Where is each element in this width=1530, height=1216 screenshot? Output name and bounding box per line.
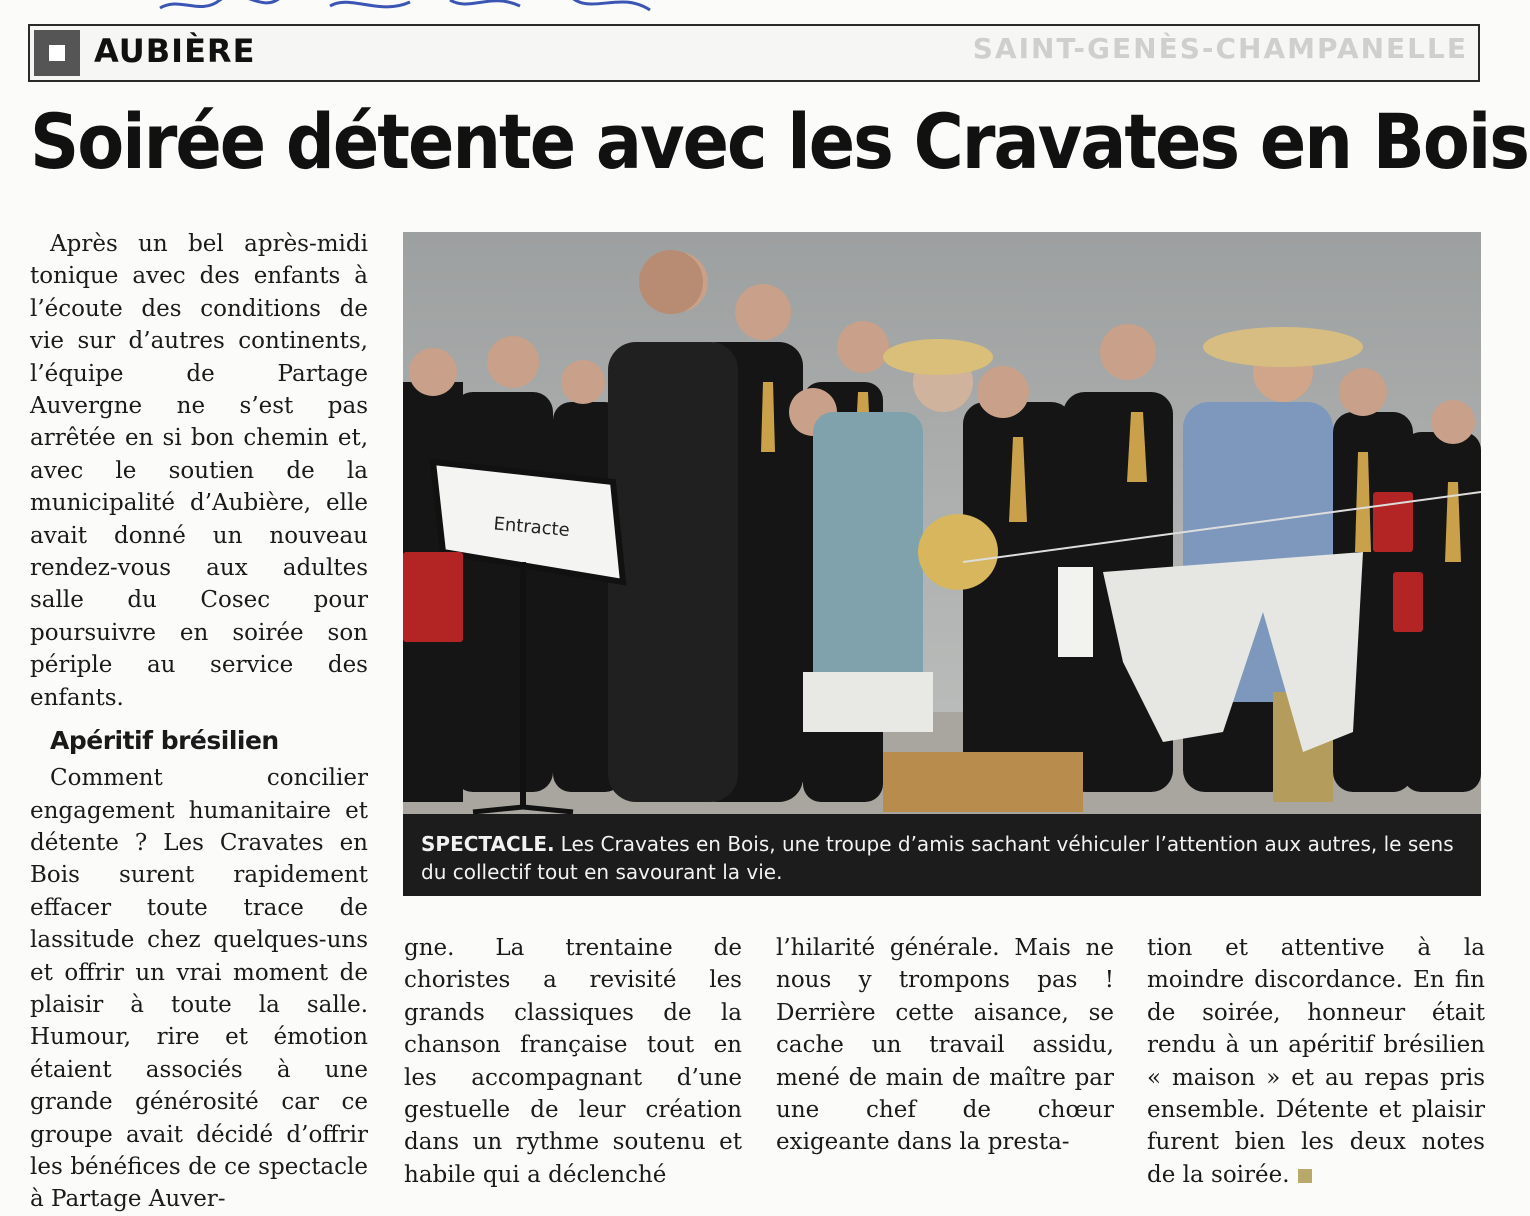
article-headline: Soirée détente avec les Cravates en Bois [30, 97, 1528, 186]
handwriting-scribble [150, 0, 670, 26]
subheading: Apéritif brésilien [50, 726, 279, 756]
article-column-3 [776, 932, 1114, 1159]
photo-caption [403, 814, 1481, 896]
adjacent-section-ghost: SAINT-GENÈS-CHAMPANELLE [972, 32, 1468, 65]
sign-text: Entracte [492, 513, 571, 542]
paragraph-aperitif: Comment concilier engagement humanitaire et détente ? Les Cravates en Bois surent rapidement effacer toute trace de lassitude chez quelques-uns et offrir un vrai moment de plaisir à toute la salle. Humour, rire et émotion étaient associés à une grande générosité car ce groupe avait décidé d’offrir les bénéfices de ce spectacle à Partage Auver- [30, 765, 368, 1213]
paragraph-column-2: gne. La trentaine de choristes a revisité les grands classiques de la chanson française tout en les accompagnant d’une gestuelle de leur création dans un rythme soutenu et habile qui a déclenché [404, 935, 742, 1188]
caption-text: Les Cravates en Bois, une troupe d’amis sachant véhiculer l’attention aux autres, le sens du collectif tout en savourant la vie. [421, 832, 1454, 884]
paragraph-column-4-text: tion et attentive à la moindre discordance. En fin de soirée, honneur était rendu à un apéritif brésilien « maison » et au repas pris ensemble. Détente et plaisir furent bien les deux notes de la soirée. [1147, 935, 1485, 1188]
paragraph-intro: Après un bel après-midi tonique avec des enfants à l’écoute des conditions de vie sur d’autres continents, l’équipe de Partage Auvergne ne s’est pas arrêtée en si bon chemin et, avec le soutien de la municipalité d’Aubière, elle avait donné un nouveau rendez-vous aux adultes salle du Cosec pour poursuivre en soirée son périple au service des enfants. [30, 231, 368, 711]
article-column-1 [30, 228, 368, 1216]
caption-lead: SPECTACLE. [421, 832, 555, 856]
article-column-4 [1147, 932, 1485, 1191]
article-end-mark [1298, 1169, 1312, 1183]
paragraph-column-3: l’hilarité générale. Mais ne nous y trompons pas ! Derrière cette aisance, se cache un travail assidu, mené de main de maître par une chef de chœur exigeante dans la presta- [776, 935, 1114, 1156]
article-photo [403, 232, 1481, 814]
article-column-2 [404, 932, 742, 1191]
section-label: AUBIÈRE [94, 32, 256, 70]
choir-performance-illustration [403, 232, 1481, 814]
section-header-bar [28, 24, 1480, 82]
section-square-icon [34, 30, 80, 76]
paragraph-column-4 [1147, 932, 1485, 1191]
